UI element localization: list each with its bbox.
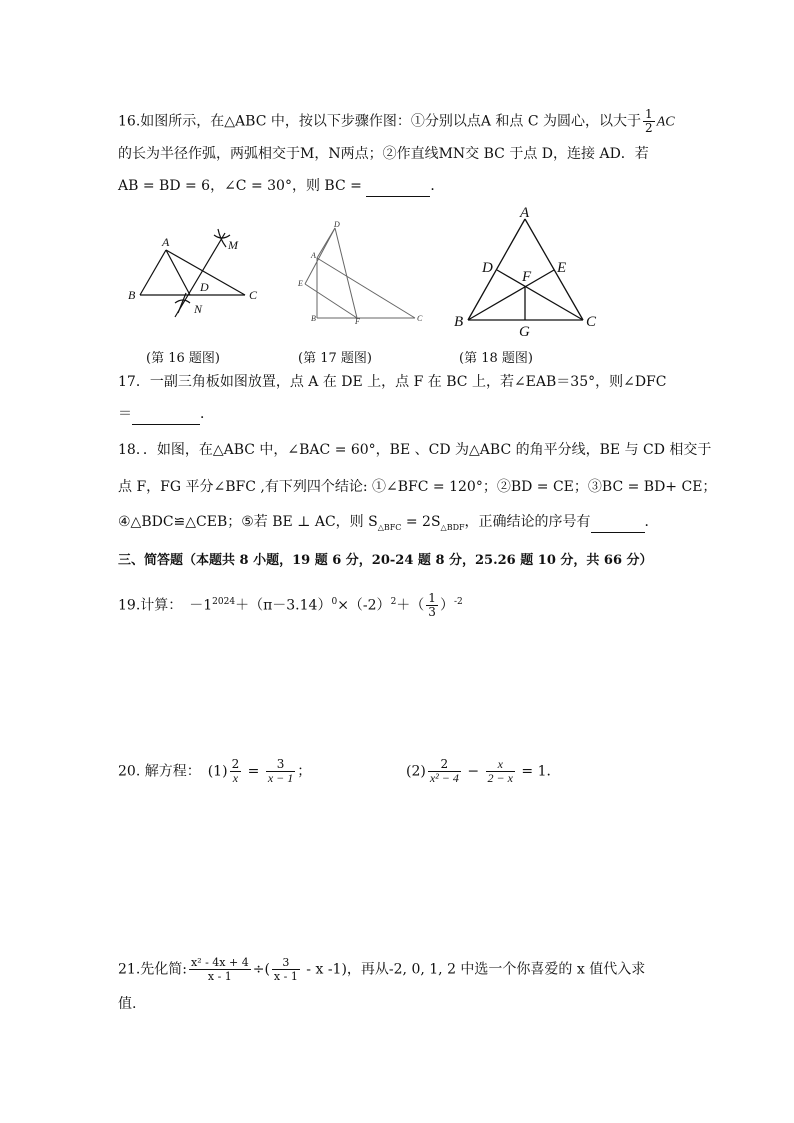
segment-ef bbox=[305, 284, 357, 318]
figure-18 bbox=[450, 204, 600, 340]
arc-n2 bbox=[178, 293, 186, 313]
label-g: G bbox=[519, 324, 530, 340]
fraction-half: $\frac{1}{2}$ bbox=[645, 107, 653, 135]
fraction: $\frac{2}{\text{x² − 4}}$ bbox=[429, 757, 459, 785]
answer-blank[interactable] bbox=[366, 176, 430, 197]
fraction: $\frac{x}{2 - x}$ bbox=[487, 757, 513, 785]
label-b: B bbox=[311, 314, 316, 323]
q20-part2: (2) $\frac{2}{\text{x² − 4}}$ − $\frac{x}{2 - x}$ = 1． bbox=[406, 757, 561, 785]
label-b: B bbox=[128, 288, 136, 302]
label-b: B bbox=[454, 314, 464, 330]
q17-line2: ＝ ． bbox=[118, 404, 214, 425]
q16-line3: AB = BD = 6，∠C = 30°，则 BC = ． bbox=[118, 176, 444, 197]
side-ab bbox=[140, 250, 166, 295]
q18-line1: 18．．如图，在△ABC 中，∠BAC = 60°，BE 、CD 为△ABC 的角平分线，BE 与 CD 相交于 bbox=[118, 442, 712, 458]
fraction: $\frac{3}{x - 1}$ bbox=[267, 757, 294, 785]
label-f: F bbox=[355, 317, 360, 326]
q21-line1: 21.先化简: $\frac{\text{x² - 4x + 4}}{x - 1}$ ÷( $\frac{3}{x - 1}$ - x -1)，再从-2, 0, 1, 2 中选一个你喜爱的 x 值代入求 bbox=[118, 956, 646, 983]
q21-line2: 值. bbox=[118, 996, 137, 1012]
label-f: F bbox=[522, 269, 532, 285]
label-e: E bbox=[298, 279, 303, 288]
label-a: A bbox=[520, 205, 530, 221]
label-m: M bbox=[228, 238, 238, 252]
answer-blank[interactable] bbox=[591, 512, 645, 533]
label-n: N bbox=[194, 302, 203, 316]
label-d: D bbox=[334, 220, 340, 229]
q20-line: 20. 解方程： (1) $\frac{2}{x}$ = $\frac{3}{x - 1}$ ； bbox=[118, 757, 312, 785]
label-a: A bbox=[162, 235, 170, 249]
answer-blank[interactable] bbox=[132, 404, 200, 425]
side-dc bbox=[335, 228, 357, 318]
figure-16 bbox=[120, 225, 270, 325]
fraction: $\frac{\text{x² - 4x + 4}}{x - 1}$ bbox=[190, 956, 249, 983]
label-c: C bbox=[586, 314, 597, 330]
fraction: $\frac{2}{x}$ bbox=[231, 757, 240, 785]
q16-line2: 的长为半径作弧，两弧相交于M，N两点；②作直线MN交 BC 于点 D，连接 AD．若 bbox=[118, 146, 649, 162]
label-c: C bbox=[249, 288, 258, 302]
q18-line3: ④△BDC≌△CEB；⑤若 BE ⊥ AC，则 $S_{\triangle BFC} = 2S_{\triangle BDF}$，正确结论的序号有 ． bbox=[118, 514, 659, 532]
fraction-one-third: $\frac{1}{3}$ bbox=[428, 591, 436, 620]
q17-line1: 17．一副三角板如图放置，点 A 在 DE 上，点 F 在 BC 上，若∠EAB＝35°，则∠DFC bbox=[118, 374, 667, 390]
fraction: $\frac{3}{x - 1}$ bbox=[273, 956, 298, 983]
caption-fig17: (第 17 题图) bbox=[298, 351, 372, 366]
side-ac bbox=[317, 258, 415, 318]
caption-fig18: (第 18 题图) bbox=[459, 351, 533, 366]
label-c: C bbox=[417, 314, 423, 323]
label-d: D bbox=[482, 260, 493, 276]
q16-line1: 16.如图所示，在△ABC 中，按以下步骤作图：①分别以点A 和点 C 为圆心，以大于 $\frac{1}{2}$ AC bbox=[118, 107, 675, 135]
label-e: E bbox=[557, 260, 567, 276]
figure-17 bbox=[295, 218, 435, 328]
q19-line: 19.计算： $-1^{2024}+(\pi-3.14)^0\times(-2)^2+$（ $\frac{1}{3}$ ）$^{-2}$ bbox=[118, 591, 463, 620]
section-heading: 三、简答题（本题共 8 小题，19 题 6 分，20-24 题 8 分，25.26 题 10 分，共 66 分） bbox=[118, 553, 653, 568]
label-d: D bbox=[200, 280, 209, 294]
caption-fig16: (第 16 题图) bbox=[146, 351, 220, 366]
side-ab bbox=[468, 219, 525, 320]
q18-line2: 点 F，FG 平分∠BFC ,有下列四个结论: ①∠BFC = 120°；②BD = CE；③BC = BD+ CE； bbox=[118, 479, 717, 495]
segment-ed bbox=[305, 228, 335, 284]
label-a: A bbox=[311, 251, 316, 260]
side-ac bbox=[525, 219, 583, 320]
